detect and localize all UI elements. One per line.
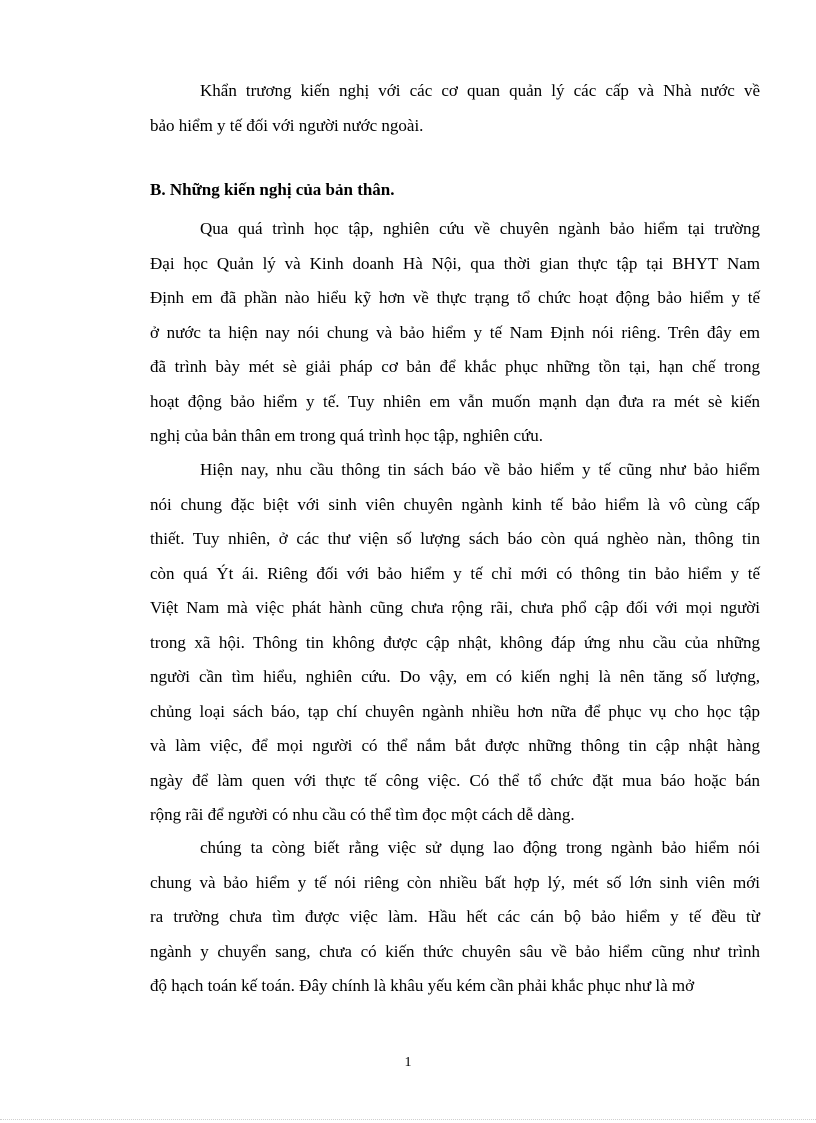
text-line: trong xã hội. Thông tin không được cập nhật, không đáp ứng nhu cầu của những [150,632,760,652]
text-line: bảo hiểm y tế đối với người nước ngoài. [150,115,424,135]
text-line: người cần tìm hiểu, nghiên cứu. Do vậy, em có kiến nghị là nên tăng số lượng, [150,667,760,686]
text-line: độ hạch toán kế toán. Đây chính là khâu yếu kém cần phải khắc phục như là mở [150,976,695,995]
paragraph-study [150,212,760,454]
text-line: ngày để làm quen với thực tế công việc. Có thể tổ chức đặt mua báo hoặc bán [150,770,760,790]
text-line: Đại học Quản lý và Kinh doanh Hà Nội, qua thời gian thực tập tại BHYT Nam [150,253,760,273]
text-line: chung và bảo hiểm y tế nói riêng còn nhiều bất hợp lý, mét số lớn sinh viên mới [150,872,760,892]
text-line: thiết. Tuy nhiên, ở các thư viện số lượng sách báo còn quá nghèo nàn, thông tin [150,529,760,548]
text-line: chủng loại sách báo, tạp chí chuyên ngành nhiều hơn nữa để phục vụ cho học tập [150,701,760,721]
paragraph-intro [150,74,760,143]
text-line: đã trình bày mét sè giải pháp cơ bản để khắc phục những tồn tại, hạn chế trong [150,357,760,376]
page-bottom-divider [0,1119,816,1120]
section-heading: B. Những kiến nghị của bản thân. [150,180,395,199]
text-line: hoạt động bảo hiểm y tế. Tuy nhiên em vẫn muốn mạnh dạn đưa ra mét sè kiến [150,391,760,411]
paragraph-information [150,453,760,833]
text-line: Định em đã phần nào hiểu kỹ hơn về thực trạng tổ chức hoạt động bảo hiểm y tế [150,288,760,307]
page-number: 1 [404,1055,412,1070]
text-line: Hiện nay, nhu cầu thông tin sách báo về bảo hiểm y tế cũng như bảo hiểm [200,460,760,479]
text-line: và làm việc, để mọi người có thể nắm bắt được những thông tin cập nhật hàng [150,736,760,755]
text-line: Qua quá trình học tập, nghiên cứu về chuyên ngành bảo hiểm tại trường [200,219,760,238]
text-line: chúng ta còng biết rằng việc sử dụng lao động trong ngành bảo hiểm nói [200,838,760,857]
text-line: nói chung đặc biệt với sinh viên chuyên ngành kinh tế bảo hiểm là vô cùng cấp [150,494,760,514]
text-line: Khẩn trương kiến nghị với các cơ quan quản lý các cấp và Nhà nước về [200,81,760,100]
text-line: ra trường chưa tìm được việc làm. Hầu hết các cán bộ bảo hiểm y tế đều từ [150,907,760,926]
text-line: ngành y chuyển sang, chưa có kiến thức chuyên sâu về bảo hiểm cũng như trình [150,941,760,961]
text-line: nghị của bản thân em trong quá trình học tập, nghiên cứu. [150,426,544,445]
text-line: rộng rãi để người có nhu cầu có thể tìm đọc một cách dễ dàng. [150,805,575,824]
text-line: Việt Nam mà việc phát hành cũng chưa rộng rãi, chưa phổ cập đối với mọi người [150,598,760,617]
text-line: còn quá Ýt ái. Riêng đối với bảo hiểm y tế chỉ mới có thông tin bảo hiểm y tế [150,563,760,583]
paragraph-employment [150,831,760,1004]
text-line: ở nước ta hiện nay nói chung và bảo hiểm y tế Nam Định nói riêng. Trên đây em [150,322,760,342]
